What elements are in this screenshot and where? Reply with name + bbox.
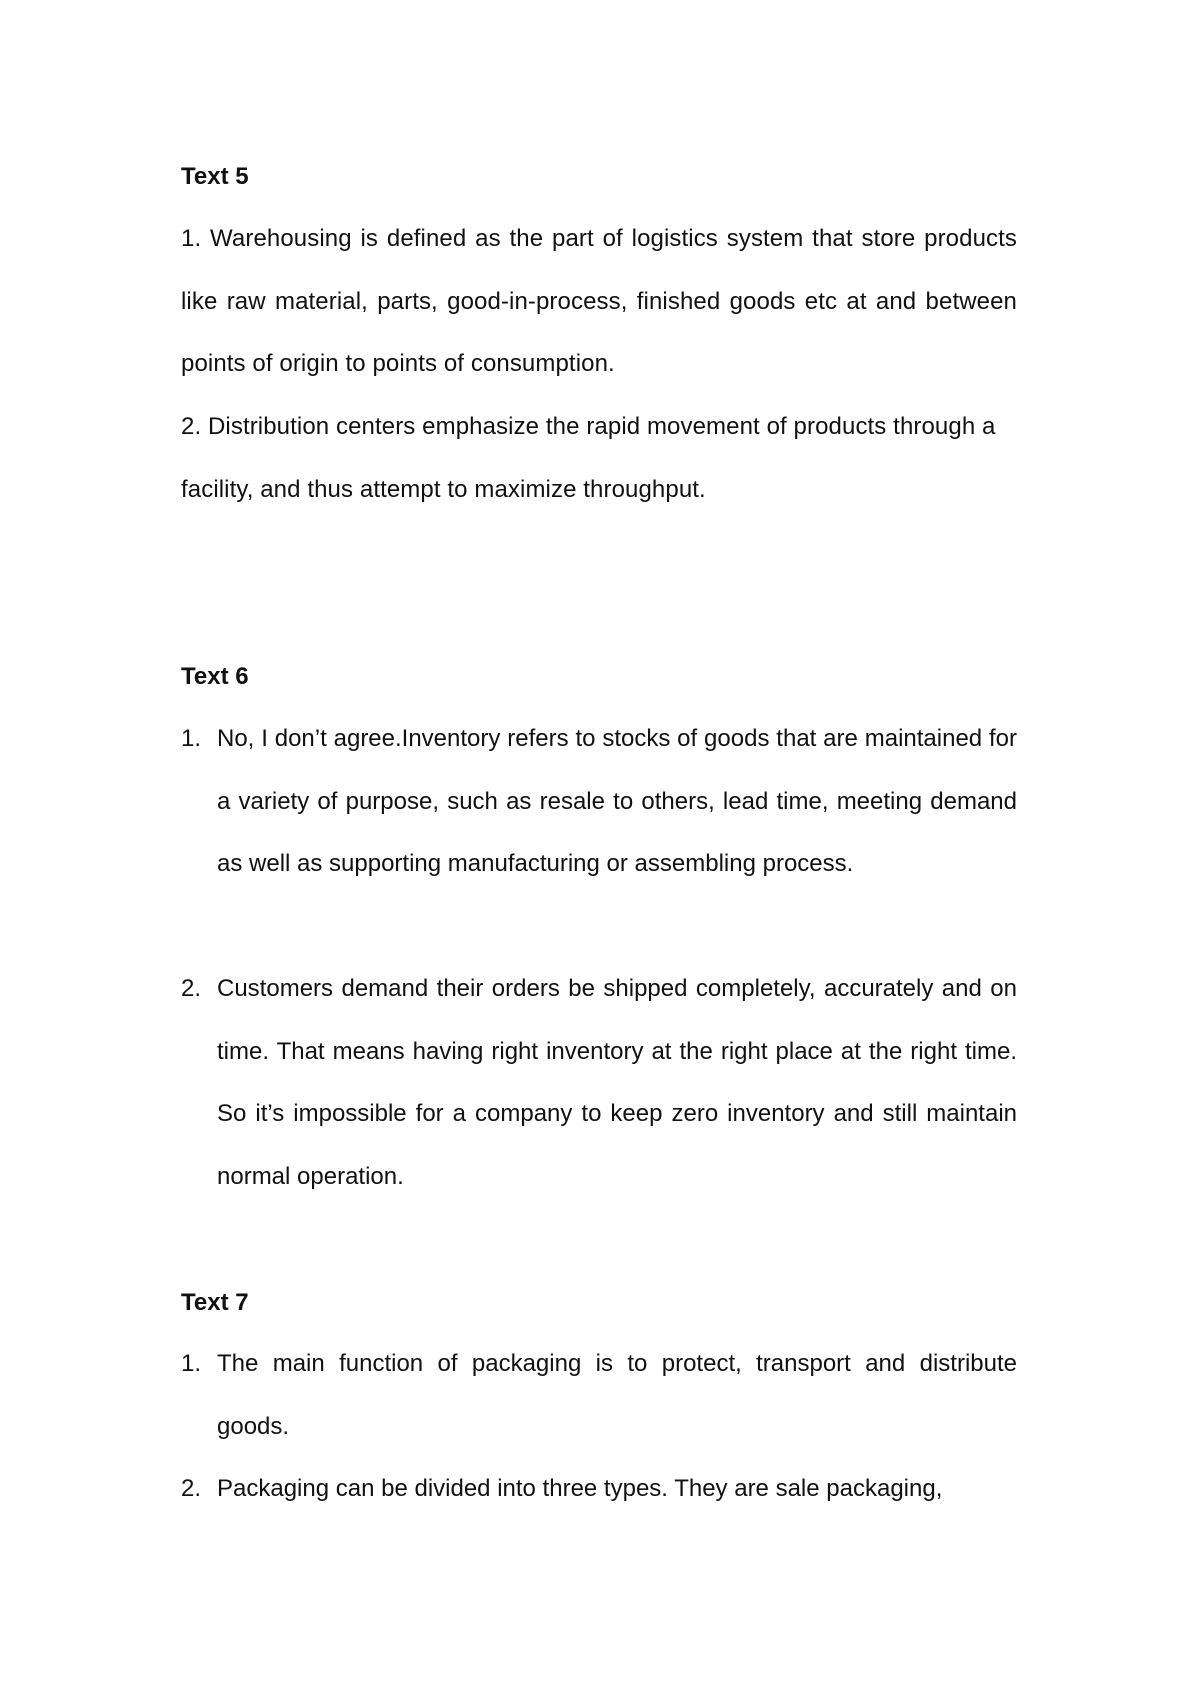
list-item-number: 1. [181, 1350, 202, 1377]
list-item-text: Customers demand their orders be shipped completely, accurately and on time. That means having right inventory at the right place at the right time. So it’s impossible for a company to keep zero inventory and still maintain normal operation. [217, 975, 1017, 1190]
list-item-number: 1. [181, 725, 202, 752]
text-5-paragraph-2: 2. Distribution centers emphasize the rapid movement of products through a facility, and thus attempt to maximize throughput. [181, 413, 996, 503]
list-item-text: Packaging can be divided into three types. They are sale packaging, [217, 1475, 943, 1502]
section-title-text-7: Text 7 [181, 1289, 249, 1316]
section-title-text-5: Text 5 [181, 163, 249, 190]
list-item-text: No, I don’t agree.Inventory refers to stocks of goods that are maintained for a variety of purpose, such as resale to others, lead time, meeting demand as well as supporting manufacturing or assembling process. [217, 725, 1017, 877]
list-item-text: The main function of packaging is to protect, transport and distribute goods. [217, 1350, 1017, 1440]
list-item-number: 2. [181, 1475, 202, 1502]
list-item-number: 2. [181, 975, 202, 1002]
text-6-list-item-1 [181, 708, 1017, 896]
section-title-text-6: Text 6 [181, 663, 249, 690]
text-6-list-item-2 [181, 958, 1017, 1208]
text-7-list-item-2 [181, 1458, 1017, 1521]
text-5-paragraph-1: 1. Warehousing is defined as the part of logistics system that store products like raw material, parts, good-in-process, finished goods etc at and between points of origin to points of consumption. [181, 225, 1017, 377]
text-7-list-item-1 [181, 1333, 1017, 1458]
